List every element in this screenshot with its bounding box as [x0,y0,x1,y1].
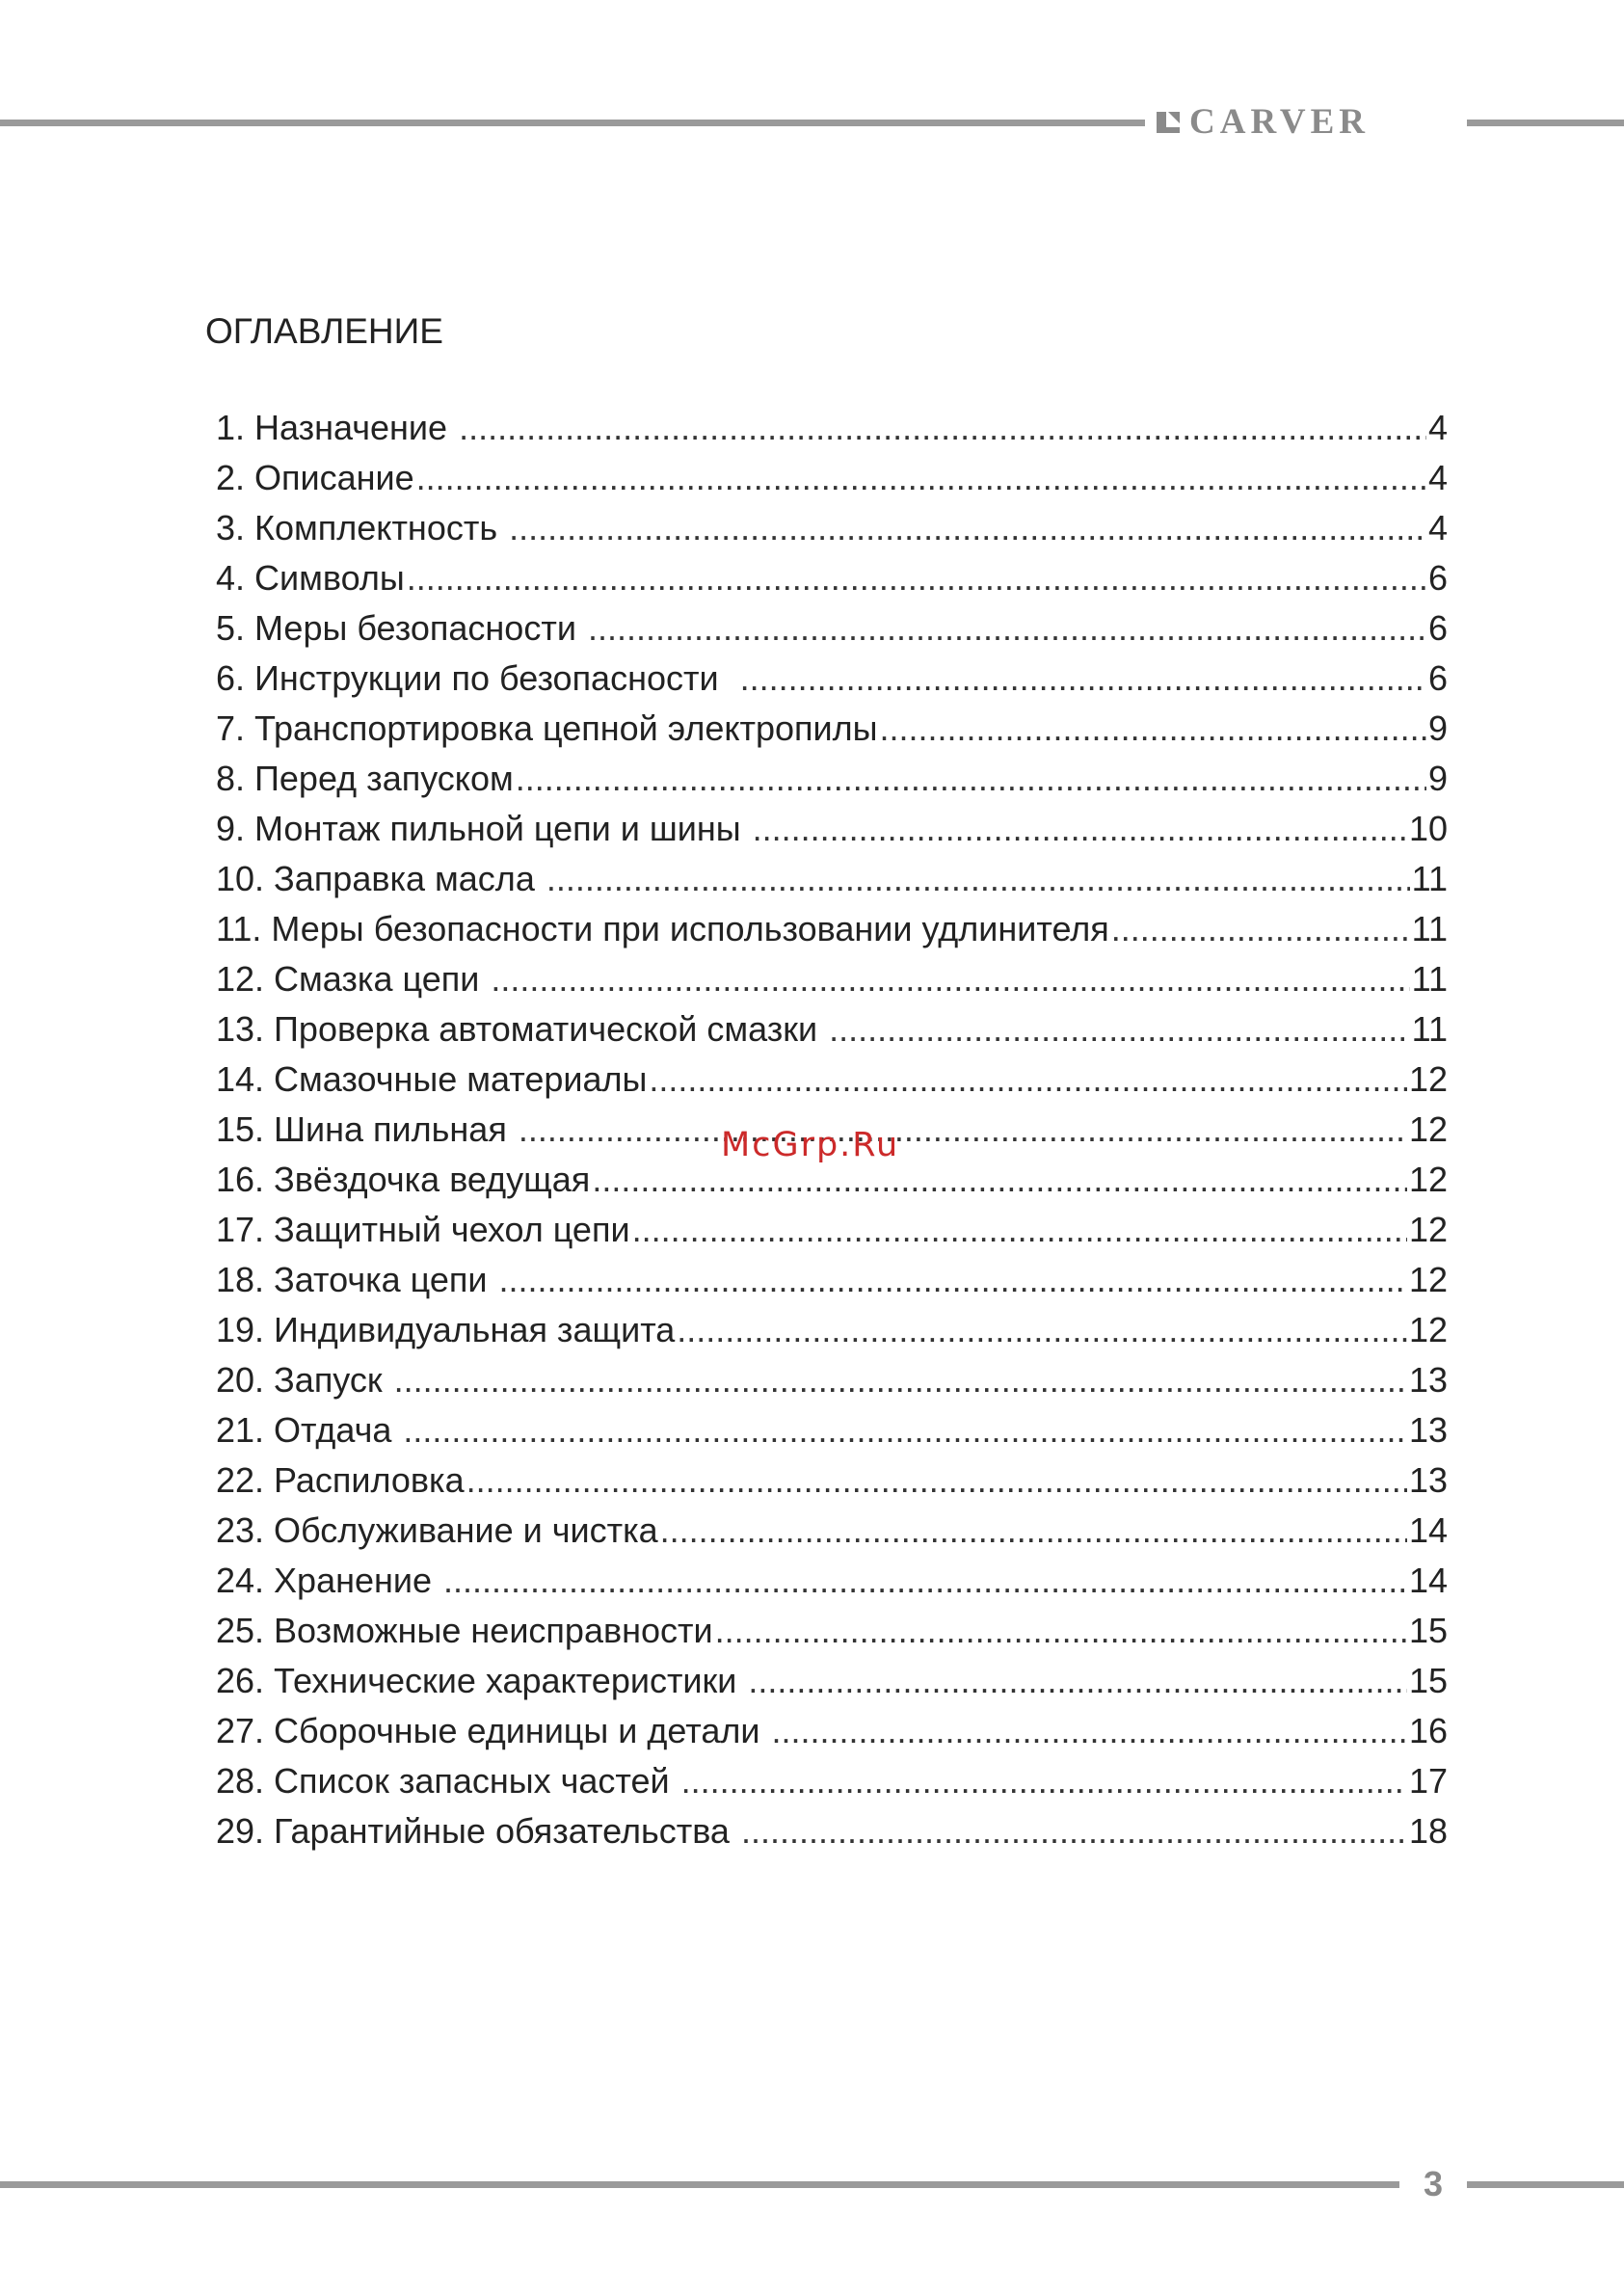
toc-entry-page: 11 [1411,909,1448,948]
toc-entry-label: 27. Сборочные единицы и детали [216,1711,770,1750]
toc-entry-page: 12 [1408,1059,1448,1099]
toc-entry [216,1305,1448,1355]
toc-dot-leader [677,1305,1407,1355]
toc-title: ОГЛАВЛЕНИЕ [205,311,443,351]
toc-entry [216,1055,1448,1105]
toc-dot-leader [748,1656,1407,1706]
toc-dot-leader [649,1055,1407,1105]
toc-entry-label: 15. Шина пильная [216,1109,517,1149]
toc-dot-leader [491,954,1409,1004]
brand-name: CARVER [1189,102,1370,142]
toc-entry-label: 10. Заправка масла [216,859,545,898]
toc-entry-page: 12 [1408,1260,1448,1299]
toc-entry-label: 25. Возможные неисправности [216,1611,713,1650]
toc-dot-leader [829,1004,1409,1055]
toc-entry-page: 9 [1427,708,1448,748]
toc-dot-leader [1111,904,1410,954]
toc-entry-label: 19. Индивидуальная защита [216,1310,676,1349]
toc-entry-label: 29. Гарантийные обязательства [216,1811,739,1851]
toc-entry-label: 21. Отдача [216,1410,402,1450]
toc-dot-leader [499,1255,1407,1305]
toc-entry [216,1355,1448,1405]
toc-entry-label: 24. Хранение [216,1561,442,1600]
toc-dot-leader [509,503,1426,553]
toc-entry-label: 26. Технические характеристики [216,1661,747,1700]
page-number: 3 [1423,2164,1444,2203]
toc-entry [216,1405,1448,1455]
toc-entry-page: 10 [1408,809,1448,848]
toc-entry-page: 14 [1408,1510,1448,1550]
toc-entry-page: 18 [1408,1811,1448,1851]
toc-dot-leader [519,1105,1407,1155]
toc-dot-leader [416,453,1426,503]
toc-entry [216,553,1448,603]
toc-entry-page: 4 [1427,508,1448,547]
toc-entry-page: 13 [1408,1360,1448,1400]
toc-entry-page: 11 [1411,1009,1448,1049]
toc-entry [216,1255,1448,1305]
toc-entry [216,1556,1448,1606]
toc-entry-page: 6 [1427,658,1448,698]
toc-dot-leader [741,1806,1407,1856]
toc-dot-leader [632,1205,1407,1255]
toc-entry-page: 4 [1427,458,1448,497]
footer-rule-left [0,2181,1399,2188]
toc-entry-label: 9. Монтаж пильной цепи и шины [216,809,751,848]
toc-entry [216,1506,1448,1556]
toc-entry-page: 12 [1408,1310,1448,1349]
toc-entry-page: 15 [1408,1611,1448,1650]
toc-dot-leader [681,1756,1407,1806]
toc-dot-leader [459,403,1426,453]
brand-logo [1155,102,1370,142]
toc-entry-label: 2. Описание [216,458,414,497]
toc-entry-label: 3. Комплектность [216,508,508,547]
toc-dot-leader [753,804,1407,854]
toc-entry-label: 17. Защитный чехол цепи [216,1210,630,1249]
toc-entry [216,1656,1448,1706]
toc-entry-page: 13 [1408,1460,1448,1500]
toc-dot-leader [394,1355,1407,1405]
toc-entry [216,403,1448,453]
toc-entry-label: 11. Меры безопасности при использовании удлинителя [216,909,1109,948]
toc-entry-page: 12 [1408,1210,1448,1249]
toc-entry-label: 23. Обслуживание и чистка [216,1510,658,1550]
watermark: McGrp.Ru [721,1126,900,1164]
toc-dot-leader [443,1556,1407,1606]
toc-entry [216,954,1448,1004]
toc-entry-label: 18. Заточка цепи [216,1260,497,1299]
toc-entry-label: 8. Перед запуском [216,759,514,798]
toc-dot-leader [660,1506,1407,1556]
toc-entry [216,704,1448,754]
toc-dot-leader [546,854,1410,904]
toc-entry-page: 6 [1427,558,1448,598]
toc-entry-page: 11 [1411,859,1448,898]
toc-entry-label: 28. Список запасных частей [216,1761,679,1801]
toc-dot-leader [740,654,1426,704]
toc-entry-page: 13 [1408,1410,1448,1450]
toc-entry-label: 16. Звёздочка ведущая [216,1160,591,1199]
toc-entry-page: 15 [1408,1661,1448,1700]
toc-entry [216,804,1448,854]
toc-entry [216,453,1448,503]
toc-entry [216,1706,1448,1756]
toc-entry-page: 6 [1427,608,1448,648]
header-rule-right [1467,120,1624,126]
toc-entry-label: 22. Распиловка [216,1460,465,1500]
toc-entry-label: 1. Назначение [216,408,458,447]
toc-entry-page: 4 [1427,408,1448,447]
toc-dot-leader [715,1606,1407,1656]
toc-entry [216,1756,1448,1806]
toc-entry [216,754,1448,804]
toc-entry-page: 16 [1408,1711,1448,1750]
toc-entry [216,854,1448,904]
toc-entry [216,654,1448,704]
toc-dot-leader [771,1706,1406,1756]
toc-entry-label: 20. Запуск [216,1360,392,1400]
toc-entry-page: 12 [1408,1109,1448,1149]
toc-entry-page: 11 [1411,959,1448,999]
toc-dot-leader [466,1455,1407,1506]
toc-entry-label: 12. Смазка цепи [216,959,490,999]
toc-entry-page: 12 [1408,1160,1448,1199]
toc-dot-leader [592,1155,1407,1205]
toc-entry-page: 14 [1408,1561,1448,1600]
toc-entry [216,1004,1448,1055]
toc-entry-label: 7. Транспортировка цепной электропилы [216,708,878,748]
toc-entry [216,904,1448,954]
toc-entry [216,1455,1448,1506]
toc-entry [216,1606,1448,1656]
toc-entry [216,603,1448,654]
toc-entry-label: 13. Проверка автоматической смазки [216,1009,828,1049]
header-rule-left [0,120,1145,126]
toc-entry-page: 9 [1427,759,1448,798]
toc-entry-page: 17 [1408,1761,1448,1801]
footer-rule-right [1467,2181,1624,2188]
toc-entry-label: 6. Инструкции по безопасности [216,658,738,698]
toc-dot-leader [403,1405,1407,1455]
toc-entry-label: 4. Символы [216,558,405,598]
toc-dot-leader [588,603,1426,654]
toc-dot-leader [407,553,1426,603]
toc-entry [216,1205,1448,1255]
toc-entry [216,503,1448,553]
toc-entry [216,1806,1448,1856]
carver-logo-icon [1155,110,1182,135]
toc-entry-label: 14. Смазочные материалы [216,1059,648,1099]
toc-dot-leader [516,754,1426,804]
toc-entry-label: 5. Меры безопасности [216,608,586,648]
toc-dot-leader [880,704,1426,754]
